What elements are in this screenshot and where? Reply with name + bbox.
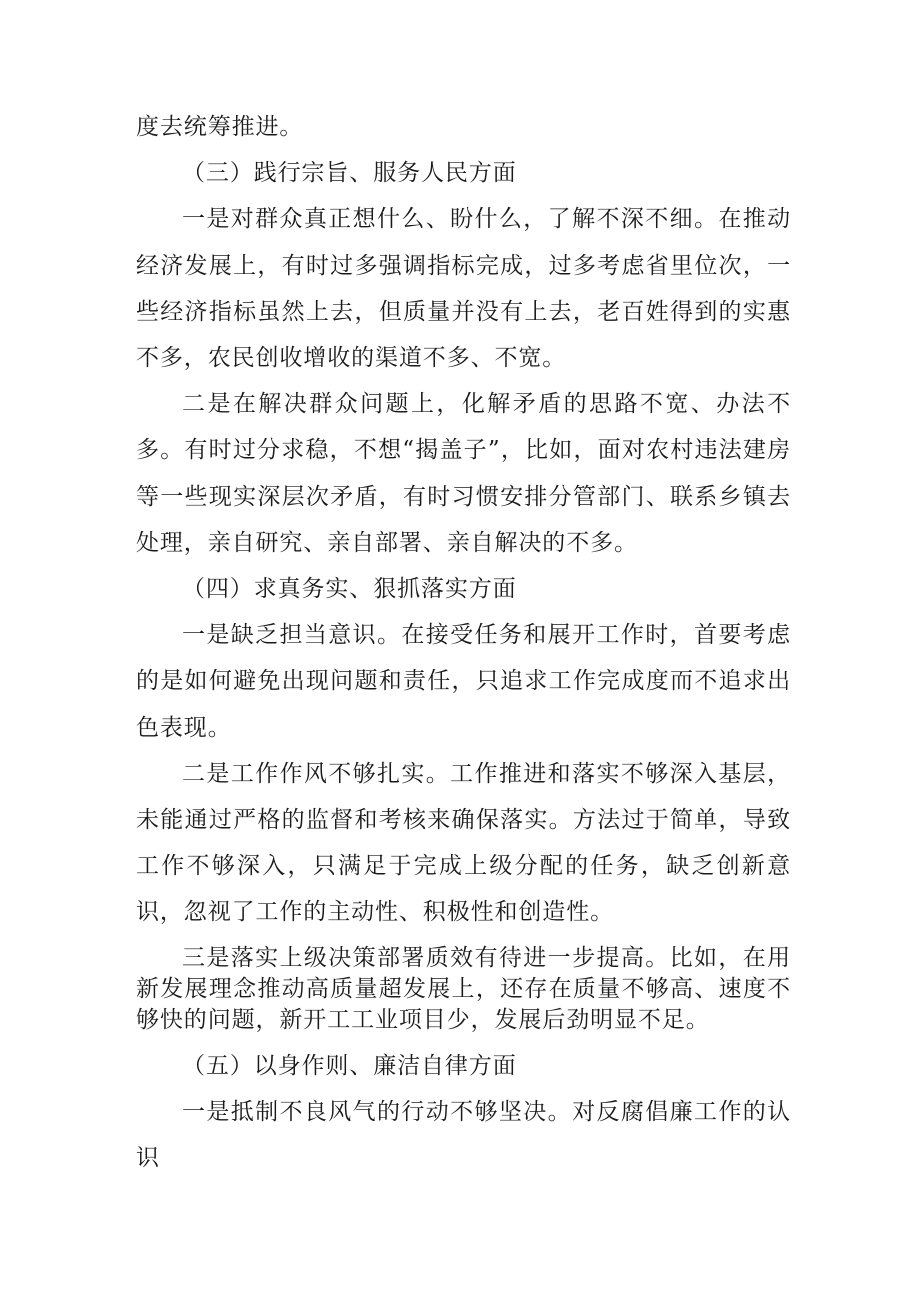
section-heading-4: （四）求真务实、狠抓落实方面 [182, 576, 517, 603]
paragraph-4-3: 三是落实上级决策部署质效有待进一步提高。比如，在用新发展理念推动高质量超发展上，还存在质量不够高、速度不够快的问题，新开工工业项目少，发展后劲明显不足。 [136, 944, 791, 1033]
section-heading-5: （五）以身作则、廉洁自律方面 [182, 1052, 517, 1079]
section-heading-3: （三）践行宗旨、服务人民方面 [182, 160, 517, 187]
document-body [136, 104, 791, 1181]
paragraph-5-1: 一是抵制不良风气的行动不够坚决。对反腐倡廉工作的认识 [136, 1098, 791, 1172]
paragraph-3-1: 一是对群众真正想什么、盼什么，了解不深不细。在推动经济发展上，有时过多强调指标完成，过多考虑省里位次，一些经济指标虽然上去，但质量并没有上去，老百姓得到的实惠不多，农民创收增收的渠道不多、不宽。 [136, 206, 791, 372]
paragraph-continuation: 度去统筹推进。 [136, 114, 304, 140]
paragraph-4-1: 一是缺乏担当意识。在接受任务和展开工作时，首要考虑的是如何避免出现问题和责任，只追求工作完成度而不追求出色表现。 [136, 622, 791, 741]
paragraph-4-2: 二是工作作风不够扎实。工作推进和落实不够深入基层，未能通过严格的监督和考核来确保落实。方法过于简单，导致工作不够深入，只满足于完成上级分配的任务，缺乏创新意识，忽视了工作的主动性、积极性和创造性。 [136, 760, 791, 926]
paragraph-3-2: 二是在解决群众问题上，化解矛盾的思路不宽、办法不多。有时过分求稳，不想“揭盖子”，比如，面对农村违法建房等一些现实深层次矛盾，有时习惯安排分管部门、联系乡镇去处理，亲自研究、亲自部署、亲自解决的不多。 [136, 391, 791, 556]
